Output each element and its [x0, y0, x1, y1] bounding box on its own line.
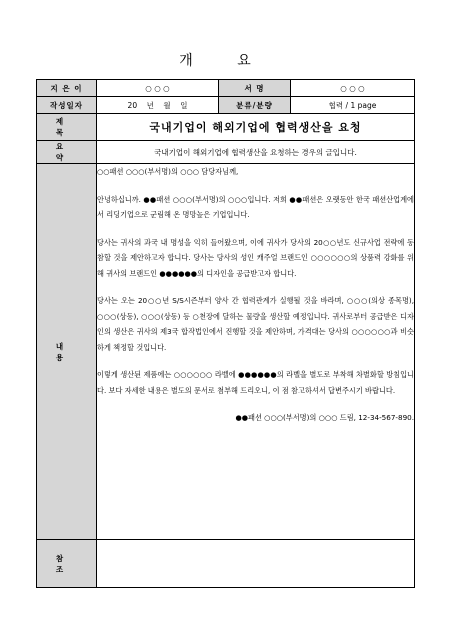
- category-label: 분류/분량: [219, 97, 291, 114]
- author-label: 지 은 이: [37, 80, 97, 97]
- content-label: 내 용: [37, 164, 97, 540]
- signature-value[interactable]: ○ ○ ○: [291, 80, 415, 97]
- signature-label: 서 명: [219, 80, 291, 97]
- date-value[interactable]: 20 년 월 일: [97, 97, 219, 114]
- proposal-paragraph: 당사는 귀사의 과국 내 명성을 익히 들어왔으며, 이에 귀사가 당사의 20○○년도 신규사업 전략에 동참할 것을 제안하고자 합니다. 당사는 당사의 성인 캐주얼 브랜드인 ○○○○○○의 상품력 강화를 위해 귀사의 브랜드인 ●●●●●●의 디자인을 공급받고자 합니다.: [97, 237, 414, 278]
- author-value[interactable]: ○ ○ ○: [97, 80, 219, 97]
- date-label: 작성일자: [37, 97, 97, 114]
- greeting-paragraph: ○○패션 ○○○(부서명)의 ○○○ 담당자님께,: [97, 167, 239, 176]
- sign-off: ●●패션 ○○○(부서명)의 ○○○ 드림, 12-34-567-890.: [235, 413, 414, 422]
- overview-table: [36, 79, 415, 588]
- reference-label: 참 조: [37, 540, 97, 588]
- production-paragraph: 당사는 오는 20○○년 S/S시즌부터 양사 간 협력관계가 실행될 것을 바라며, ○○○(의상 종목명), ○○○(상동), ○○○(상동) 등 ○천장에 달하는 물량을 생산할 예정입니다. 귀사로부터 공급받은 디자인의 생산은 귀사의 제3국 합작법인에서 진행할 것을 제안하며, 가격대는 당사의 ○○○○○○과 비슷하게 책정할 것입니다.: [97, 296, 417, 352]
- summary-value[interactable]: 국내기업이 해외기업에 협력생산을 요청하는 경우의 글입니다.: [97, 141, 415, 164]
- summary-label: 요 약: [37, 141, 97, 164]
- subject-label: 제 목: [37, 114, 97, 141]
- subject-value[interactable]: 국내기업이 해외기업에 협력생산을 요청: [97, 114, 415, 141]
- label-paragraph: 이렇게 생산된 제품에는 ○○○○○○ 라벨에 ●●●●●●의 라벨을 별도로 부착해 차별화할 방침입니다. 보다 자세한 내용은 별도의 문서로 첨부해 드리오니, 이 점 참고하셔서 답변주시기 바랍니다.: [97, 370, 414, 395]
- intro-paragraph: 안녕하십니까. ●●패션 ○○○(부서명)의 ○○○입니다. 저희 ●●패션은 오랫동안 한국 패션산업계에서 리딩기업으로 군림해 온 명망높은 기업입니다.: [97, 194, 414, 219]
- reference-value[interactable]: [97, 540, 415, 588]
- category-value[interactable]: 협력 / 1 page: [291, 97, 415, 114]
- document-title: 개 요: [179, 53, 271, 69]
- content-body[interactable]: [97, 164, 415, 540]
